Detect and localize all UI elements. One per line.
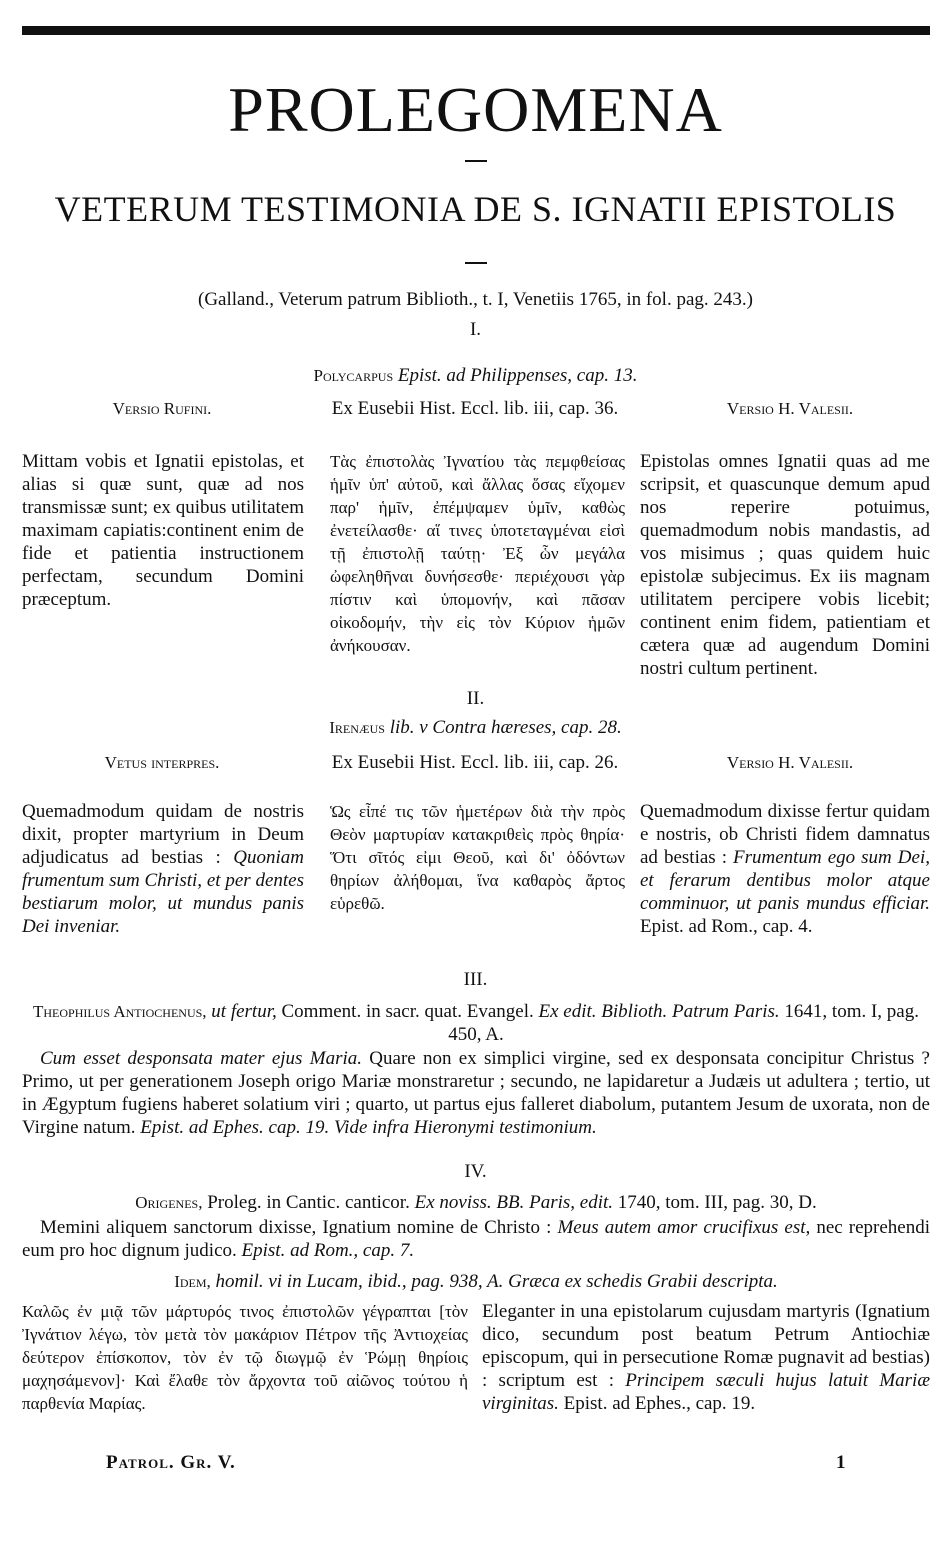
heading-text: Proleg. in Cantic. canticor. xyxy=(207,1192,410,1213)
heading-italic: ut fertur, xyxy=(211,1001,277,1022)
heading-text: 1740, tom. III, pag. 30, D. xyxy=(617,1192,817,1213)
heading-italic: Ex edit. Biblioth. Patrum Paris. xyxy=(538,1001,780,1022)
text-plain: Eleganter in una epistolarum cujusdam martyris (Ignatium dico, secundum post beatum Petrum Antiochiæ episcopum, qui in persecutione Romæ pugnavit ad bestias) : scriptum est : xyxy=(482,1301,930,1391)
column-head-right-2: Versio H. Valesii. xyxy=(726,753,854,772)
heading-text: 1641, tom. I, pag. 450, A. xyxy=(448,1001,919,1045)
column-head-mid-1: Ex Eusebii Hist. Eccl. lib. iii, cap. 36. xyxy=(331,398,619,419)
latin-column-4 xyxy=(482,1300,930,1415)
text-plain: Memini aliquem sanctorum dixisse, Ignatium nomine de Christo : xyxy=(40,1217,558,1238)
greek-column-4: Καλῶς ἐν μιᾷ τῶν μάρτυρός τινος ἐπιστολῶν γέγραπται [τὸν Ἰγνάτιον λέγω, τὸν μετὰ τὸν μακάριον Πέτρον τῆς Ἀντιοχείας δεύτερον ἐπίσκοπον, τὸν ἐν τῷ διωγμῷ ἐν Ῥώμῃ θηρίοις μαχησάμενον]· Καὶ ἔλαθε τὸν ἄρχοντα τοῦ αἰῶνος τούτου ἡ παρθενία Μαρίας. xyxy=(22,1302,468,1413)
sub-heading-4 xyxy=(22,1270,930,1293)
author-name: Polycarpus xyxy=(313,366,394,385)
heading-text: Epist. ad Philippenses, cap. 13. xyxy=(397,365,638,386)
text-italic: Epist. ad Rom., cap. 7. xyxy=(241,1240,415,1261)
text-italic: Cum esset desponsata mater ejus Maria. xyxy=(40,1048,362,1069)
text-tail: Epist. ad Ephes., cap. 19. xyxy=(558,1393,756,1414)
column-head-left-2: Vetus interpres. xyxy=(104,753,220,772)
heading-italic: Ex noviss. BB. Paris, edit. xyxy=(414,1192,614,1213)
heading-text: Comment. in sacr. quat. Evangel. xyxy=(281,1001,534,1022)
column-text-mid-1: Τὰς ἐπιστολὰς Ἰγνατίου τὰς πεμφθείσας ἡμῖν ὑπ' αὐτοῦ, καὶ ἄλλας ὅσας εἴχομεν παρ' ἡμῖν, ἐπέμψαμεν ὑμῖν, καθὼς ἐνετείλασθε· αἵ τινες ὑποτεταγμέναι εἰσὶ τῇ ἐπιστολῇ ταύτῃ· Ἐξ ὧν μεγάλα ὠφεληθῆναι δυνήσεσθε· περιέχουσι γὰρ πίστιν καὶ ὑπομονήν, καὶ πᾶσαν οἰκοδομήν, τὴν εἰς τὸν Κύριον ἡμῶν ἀνήκουσαν. xyxy=(330,452,625,655)
section-heading-2 xyxy=(0,716,951,740)
text-plain: Quemadmodum dixisse fertur quidam e nostris, ob Christi fidem damnatus ad bestias : xyxy=(640,801,930,868)
text-plain: Quare non ex simplici virgine, sed ex desponsata concipitur Christus ? Primo, ut per generationem Joseph origo Mariæ monstraretur ; secundo, ne lapidaretur a Judæis ut adultera ; tertio, ut in Ægyptum fugiens haberet solatium viri ; quarto, ut partus ejus falleret diabolum, putantem Jesum de uxorata, non de Virgine natum. xyxy=(22,1048,930,1138)
footer-page-number: 1 xyxy=(836,1452,846,1473)
section-numeral-1: I. xyxy=(469,319,482,340)
column-text-right-2 xyxy=(640,800,930,938)
heading-italic: Græca ex schedis Grabii descripta. xyxy=(508,1271,778,1292)
section-numeral-3: III. xyxy=(463,969,488,990)
section-numeral-4: IV. xyxy=(464,1161,487,1182)
heading-text: lib. v Contra hæreses, cap. 28. xyxy=(389,717,622,738)
text-italic: Frumentum ego sum Dei, et ferarum dentibus molor atque comminuor, ut panis mundus efficiar. xyxy=(640,847,930,914)
author-name: Origenes, xyxy=(135,1193,203,1212)
title-dash xyxy=(465,160,487,162)
column-text-left-2 xyxy=(22,800,304,938)
section-heading-3 xyxy=(22,1000,930,1046)
section-heading-1 xyxy=(0,364,951,388)
column-head-mid-2: Ex Eusebii Hist. Eccl. lib. iii, cap. 26. xyxy=(331,752,619,773)
section-body-4 xyxy=(22,1216,930,1262)
column-head-right-1: Versio H. Valesii. xyxy=(726,399,854,418)
section-heading-4 xyxy=(22,1191,930,1214)
section-body-3 xyxy=(22,1047,930,1139)
section-numeral-2: II. xyxy=(466,688,485,709)
text-italic: Meus autem amor crucifixus est, xyxy=(557,1217,811,1238)
text-italic: Principem sæculi hujus latuit Mariæ virginitas. xyxy=(482,1370,930,1414)
heading-italic: homil. vi in Lucam, ibid., pag. 938, A. xyxy=(215,1271,504,1292)
top-rule xyxy=(22,26,930,35)
author-name: Idem, xyxy=(174,1272,211,1291)
text-tail: Epist. ad Rom., cap. 4. xyxy=(640,916,813,937)
text-italic: Quoniam frumentum sum Christi, et per dentes bestiarum molor, ut mundus panis Dei inveniar. xyxy=(22,847,304,937)
author-name: Theophilus Antiochenus, xyxy=(32,1002,207,1021)
author-name: Irenæus xyxy=(329,718,385,737)
footer-volume: Patrol. Gr. V. xyxy=(106,1452,236,1473)
page-title: PROLEGOMENA xyxy=(228,74,723,145)
text-plain: nec reprehendi eum pro hoc dignum judico. xyxy=(22,1217,930,1261)
column-text-left-1: Mittam vobis et Ignatii epistolas, et alias si quæ sunt, quæ ad nos transmissæ sunt; ex quibus utilitatem maximam capiatis:continent enim de fide et patientia instructionem perfectam, secundum Domini præceptum. xyxy=(22,451,304,610)
column-head-left-1: Versio Rufini. xyxy=(112,399,212,418)
text-plain: Quemadmodum quidam de nostris dixit, propter martyrium in Deum adjudicatus ad bestias : xyxy=(22,801,304,868)
column-text-right-1: Epistolas omnes Ignatii quas ad me scripsit, et quascunque demum apud nos reperire potuimus, quemadmodum nobis mandastis, ad vos misimus ; quas quidem huic epistolæ subjecimus. Ex iis magnam utilitatem percipere vobis licebit; continent enim fidem, patientiam et cætera quæ ad augendum Domini nostri cultum pertinent. xyxy=(640,451,930,679)
subtitle: VETERUM TESTIMONIA DE S. IGNATII EPISTOLIS xyxy=(54,189,897,229)
text-italic: Epist. ad Ephes. cap. 19. Vide infra Hieronymi testimonium. xyxy=(140,1117,597,1138)
subtitle-dash xyxy=(465,262,487,264)
column-text-mid-2: Ὡς εἶπέ τις τῶν ἡμετέρων διὰ τὴν πρὸς Θεὸν μαρτυρίαν κατακριθεὶς πρὸς θηρία· Ὅτι σῖτός εἰμι Θεοῦ, καὶ δι' ὀδόντων θηρίων ἀλήθομαι, ἵνα καθαρὸς ἄρτος εὑρεθῶ. xyxy=(330,802,625,913)
source-citation: (Galland., Veterum patrum Biblioth., t. I, Venetiis 1765, in fol. pag. 243.) xyxy=(198,289,753,310)
